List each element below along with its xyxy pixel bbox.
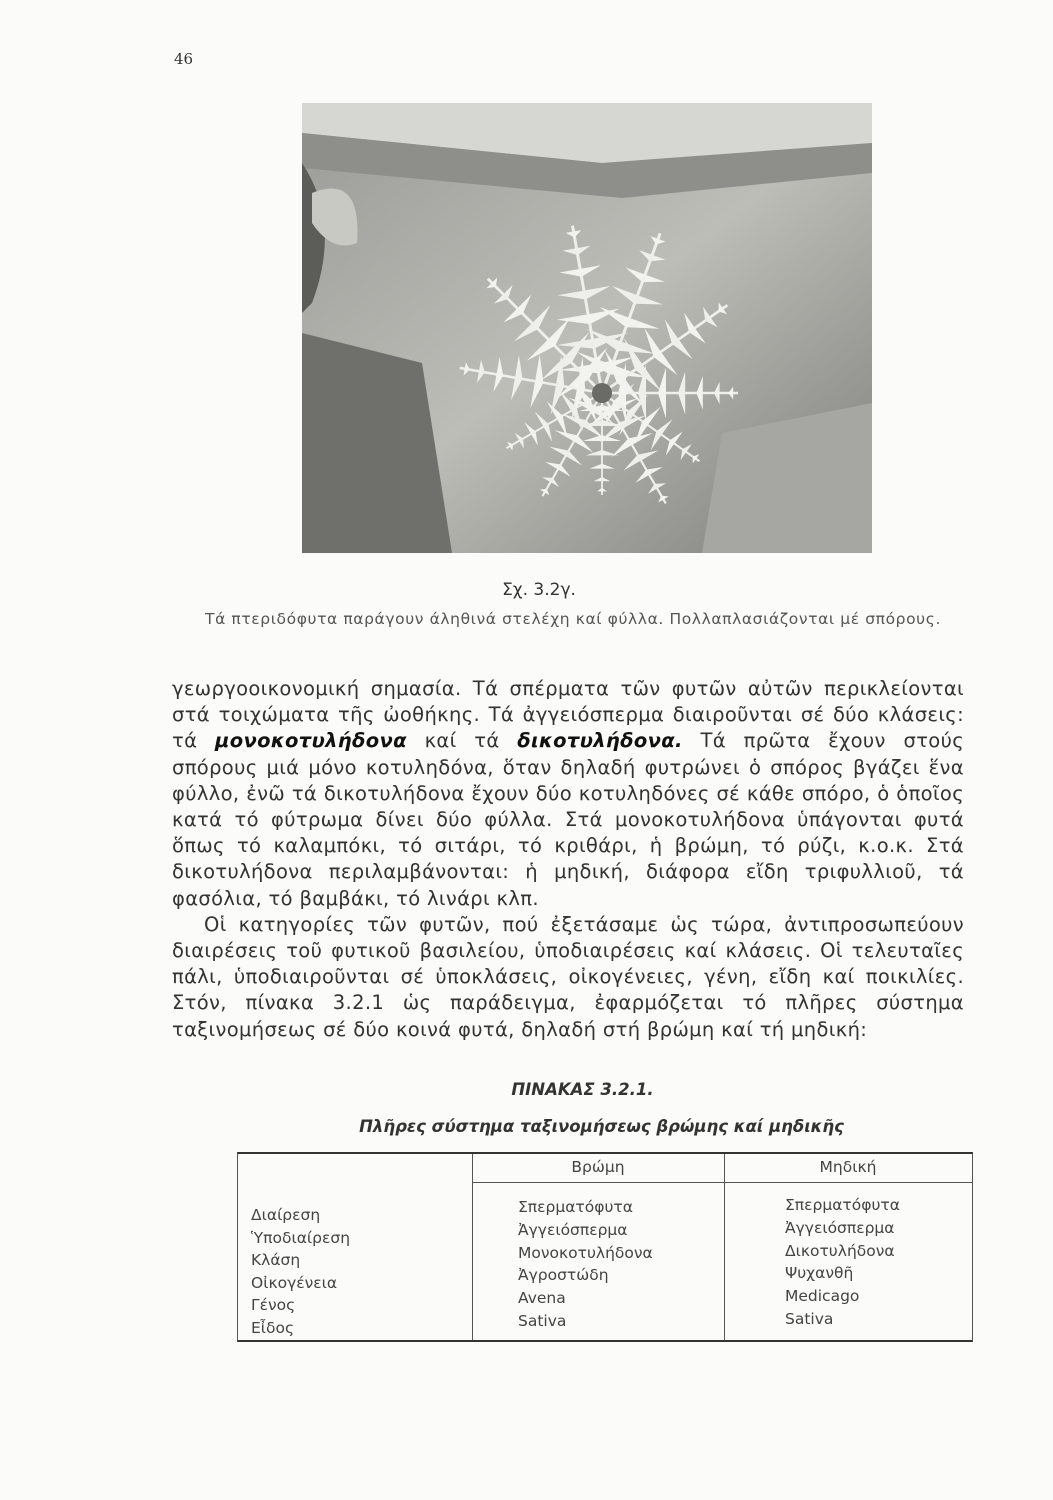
table-subtitle: Πλῆρες σύστημα ταξινομήσεως βρώμης καί μηδικῆς [359,1117,844,1136]
row-label: Διαίρεση [251,1206,321,1224]
table-cell: Σπερματόφυτα [785,1196,900,1214]
table-cell: Ψυχανθῆ [785,1264,854,1283]
figure-label: Σχ. 3.2γ. [502,580,576,600]
figure-caption: Τά πτεριδόφυτα παράγουν άληθινά στελέχη καί φύλλα. Πολλαπλασιάζονται μέ σπόρους. [205,610,941,628]
paragraph-2: Οἱ κατηγορίες τῶν φυτῶν, πού ἐξετάσαμε ὡς τώρα, ἀντιπροσωπεύουν διαιρέσεις τοῦ φυτικοῦ βασιλείου, ὑποδιαιρέσεις καί κλάσεις. Οἱ τελευταῖες πάλι, ὑποδιαιροῦνται σέ ὑποκλάσεις, οἰκογένειες, γένη, εἴδη καί ποικιλίες. Στόν, πίνακα 3.2.1 ὡς παράδειγμα, ἐφαρμόζεται τό πλῆρες σύστημα ταξινομήσεως σέ δύο κοινά φυτά, δηλαδή στή βρώμη καί τή μηδική: [172,912,964,1041]
row-label: Ὑποδιαίρεση [251,1228,351,1247]
row-label: Γένος [251,1296,296,1314]
classification-table [237,1152,973,1342]
term-monocots: μονοκοτυλήδονα [215,729,407,753]
table-cell: Ἀγγειόσπερμα [518,1220,628,1239]
table-cell: Avena [518,1289,566,1308]
table-title: ΠΙΝΑΚΑΣ 3.2.1. [511,1080,654,1099]
table-cell: Sativa [785,1309,834,1328]
alfalfa-column [785,1194,900,1331]
row-label: Εἶδος [251,1318,295,1337]
table-cell: Δικοτυλήδονα [785,1241,895,1260]
table-header-rule [472,1182,972,1183]
row-label: Κλάση [251,1251,301,1269]
table-cell: Ἀγροστώδη [518,1266,609,1285]
row-label: Οἰκογένεια [251,1273,338,1292]
fern-illustration [302,103,872,553]
oat-column [518,1196,653,1333]
table-cell: Μονοκοτυλήδονα [518,1243,653,1262]
table-cell: Σπερματόφυτα [518,1198,633,1216]
column-header-alfalfa: Μηδική [819,1158,877,1176]
body-text [172,676,964,1043]
page-number: 46 [174,50,194,68]
row-labels [251,1204,350,1340]
table-cell: Medicago [785,1287,860,1306]
term-dicots: δικοτυλήδονα. [517,729,683,753]
paragraph-1: γεωργοοικονομική σημασία. Τά σπέρματα τῶν φυτῶν αὐτῶν περικλείονται στά τοιχώματα τῆς ὠοθήκης. Τά ἀγγειόσπερμα διαιροῦνται σέ δύο κλάσεις: τά μονοκοτυλήδονα καί τά δικοτυλήδονα. Τά πρῶτα ἔχουν στούς σπόρους μιά μόνο κοτυληδόνα, ὅταν δηλαδή φυτρώνει ὁ σπόρος βγάζει ἕνα φύλλο, ἐνῶ τά δικοτυλήδονα ἔχουν δύο κοτυληδόνες σέ κάθε σπόρο, ὁ ὁποῖος κατά τό φύτρωμα δίνει δύο φύλλα. Στά μονοκοτυλήδονα ὑπάγονται φυτά ὅπως τό καλαμπόκι, τό σιτάρι, τό κριθάρι, ἡ βρώμη, τό ρύζι, κ.ο.κ. Στά δικοτυλήδονα περιλαμβάνονται: ἡ μηδική, διάφορα εἴδη τριφυλλιοῦ, τά φασόλια, τό βαμβάκι, τό λινάρι κλπ. [172,677,965,910]
table-cell: Sativa [518,1311,567,1330]
column-header-oat: Βρώμη [571,1158,625,1176]
table-cell: Ἀγγειόσπερμα [785,1218,895,1237]
fern-photo [302,103,872,553]
